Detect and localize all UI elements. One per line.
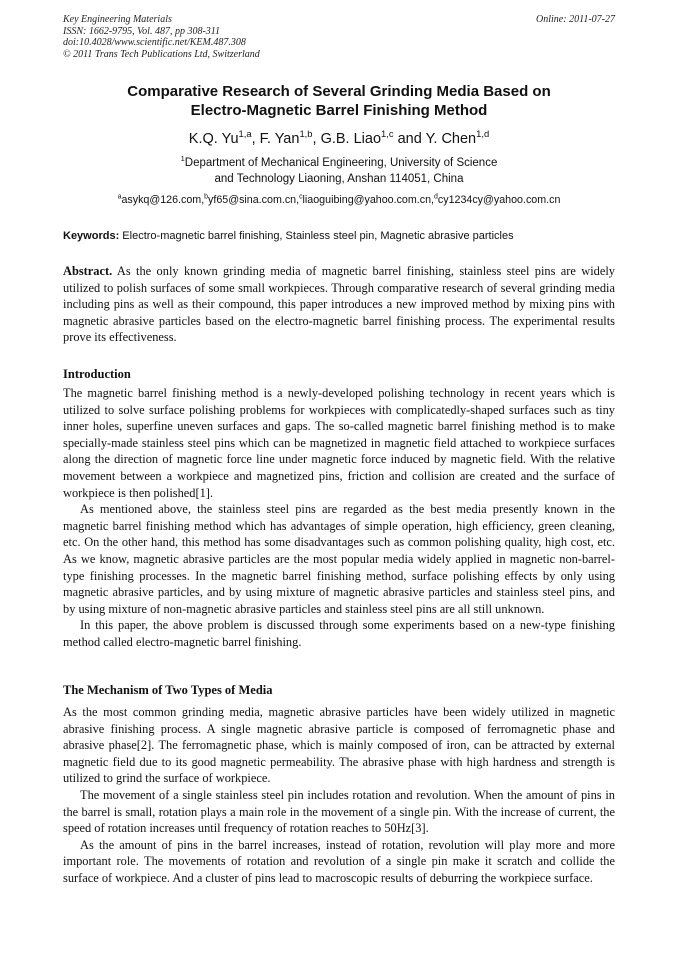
author-name: F. Yan: [259, 131, 300, 147]
section-mechanism: [63, 704, 615, 887]
journal-issn: ISSN: 1662-9795, Vol. 487, pp 308-311: [63, 25, 221, 37]
email-address: cy1234cy@yahoo.com.cn: [437, 194, 561, 206]
author-affil-mark: 1,b: [299, 128, 313, 140]
journal-name: Key Engineering Materials: [63, 14, 172, 25]
author-separator: and: [393, 131, 426, 147]
paragraph: As mentioned above, the stainless steel pins are regarded as the best media presently known in the magnetic barrel finishing method which has advantages of simple operation, high efficiency, green cleaning, etc. On the other hand, this method has some disadvantages such as common polishing quality, high cost, etc. As we know, magnetic abrasive particles are the most popular media widely applied in magnetic non-barrel-type finishing processes. In the magnetic barrel finishing method, surface polishing effects by only using magnetic abrasive particles, and by using mixture of magnetic abrasive particles and stainless steel pins, and by using mixture of non-magnetic abrasive particles and stainless steel pins are all still unknown.: [63, 502, 615, 616]
section-introduction: [63, 385, 615, 651]
affiliation: [63, 155, 615, 187]
title-line-1: Comparative Research of Several Grinding Media Based on: [127, 83, 551, 100]
author-affil-mark: 1,a: [238, 128, 252, 140]
email-mark: a: [117, 193, 122, 201]
paper-title: [63, 82, 615, 120]
online-date: Online: 2011-07-27: [536, 14, 615, 25]
journal-copyright: © 2011 Trans Tech Publications Ltd, Switzerland: [63, 48, 260, 60]
journal-doi: doi:10.4028/www.scientific.net/KEM.487.308: [63, 37, 246, 48]
email-address: asykq@126.com,: [121, 194, 205, 206]
abstract-text: As the only known grinding media of magnetic barrel finishing, stainless steel pins are widely utilized to polish surfaces of some small workpieces. Through comparative research of several grinding media including pins as well as their compound, this paper introduces a new improved method by mixing pins with magnetic abrasive particles based on the electro-magnetic barrel finishing process. The experimental results prove its effectiveness.: [63, 264, 615, 345]
title-line-2: Electro-Magnetic Barrel Finishing Method: [190, 102, 488, 119]
email-address: yf65@sina.com.cn,: [208, 194, 300, 206]
author-separator: ,: [312, 131, 321, 147]
keywords-label: Keywords:: [63, 230, 120, 242]
affiliation-line-2: and Technology Liaoning, Anshan 114051, China: [214, 173, 464, 185]
paragraph: As the most common grinding media, magnetic abrasive particles have been widely utilized in magnetic abrasive finishing process. A single magnetic abrasive particle is composed of ferromagnetic phase and abrasive phase[2]. The ferromagnetic phase, which is mainly composed of iron, can be attracted by external magnetic field due to its good magnetic permeability. The abrasive phase with high hardness and strength is utilized to grind the surface of workpiece.: [63, 705, 615, 786]
affiliation-mark: 1: [180, 154, 185, 164]
paragraph: The movement of a single stainless steel pin includes rotation and revolution. When the amount of pins in the barrel is small, rotation plays a main role in the movement of a single pin. With the increase of current, the speed of rotation increases until frequency of rotation reaches to 50Hz[3].: [63, 787, 615, 836]
author-separator: ,: [251, 131, 260, 147]
journal-header: [63, 14, 615, 60]
author-list: [63, 130, 615, 148]
keywords-text: Electro-magnetic barrel finishing, Stainless steel pin, Magnetic abrasive particles: [119, 230, 514, 242]
email-mark: c: [299, 193, 303, 201]
section-heading-mechanism: The Mechanism of Two Types of Media: [63, 683, 273, 697]
paragraph: The magnetic barrel finishing method is a newly-developed polishing technology in recent years which is utilized to solve surface polishing problems for workpieces with complicatedly-shaped surfaces such as tiny inner holes, superfine uneven surfaces and gaps. The so-called magnetic barrel finishing method is to make specially-made stainless steel pins which can be magnetized in magnetic field attached to workpiece surfaces along the direction of magnetic force line under magnetic force induced by magnetic field. With the relative movement between a workpiece and magnetized pins, friction and collision are created and the surface of workpiece is then polished[1].: [63, 386, 615, 500]
author-name: G.B. Liao: [320, 131, 382, 147]
email-address: liaoguibing@yahoo.com.cn,: [302, 194, 435, 206]
keywords: [63, 229, 615, 243]
section-heading-introduction: Introduction: [63, 367, 131, 381]
abstract: [63, 263, 615, 346]
email-mark: b: [204, 193, 209, 201]
email-list: [63, 193, 615, 207]
paragraph: In this paper, the above problem is discussed through some experiments based on a new-type finishing method called electro-magnetic barrel finishing.: [63, 618, 615, 649]
author-affil-mark: 1,d: [476, 128, 490, 140]
author-name: K.Q. Yu: [188, 131, 239, 147]
author-affil-mark: 1,c: [381, 128, 394, 140]
abstract-label: Abstract.: [63, 264, 113, 278]
paragraph: As the amount of pins in the barrel increases, instead of rotation, revolution will play more and more important role. The movements of rotation and revolution of a single pin make it scratch and collide the surface of workpiece. And a cluster of pins lead to macroscopic results of deburring the workpiece surface.: [63, 837, 615, 885]
author-name: Y. Chen: [425, 131, 477, 147]
email-mark: d: [434, 193, 438, 201]
affiliation-line-1: Department of Mechanical Engineering, University of Science: [184, 157, 498, 169]
